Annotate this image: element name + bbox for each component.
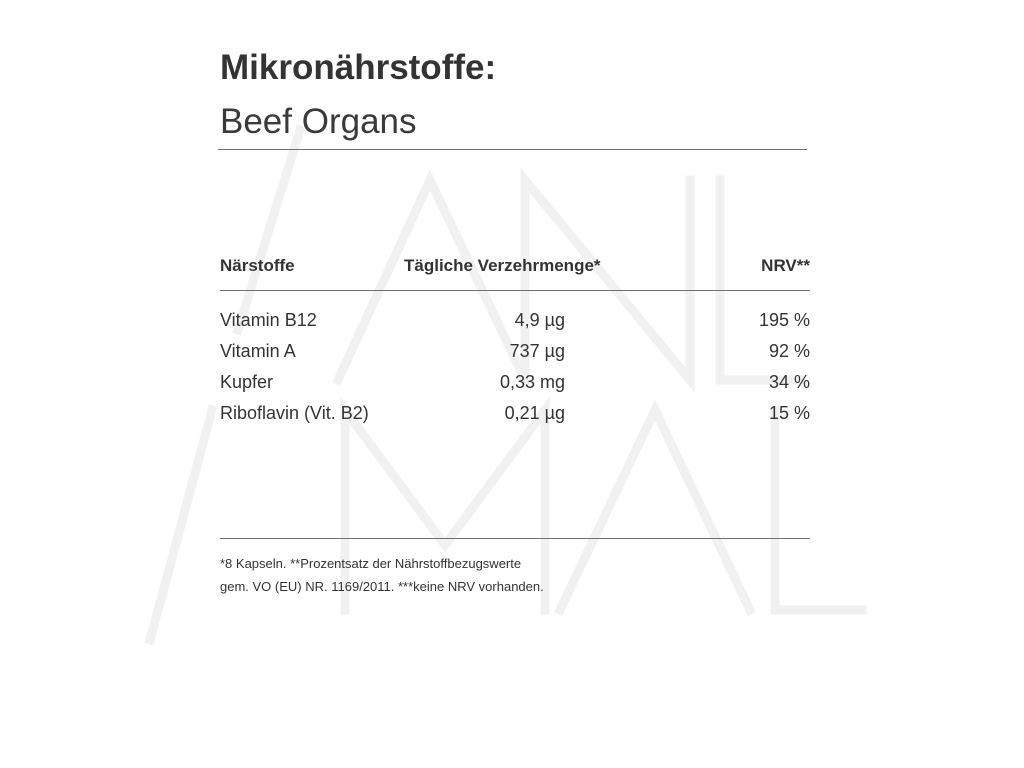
nutrient-name: Vitamin A [220,341,296,361]
nutrient-table [220,309,810,433]
footer-divider [220,538,810,539]
column-header-daily-amount: Tägliche Verzehrmenge* [404,256,601,275]
nutrient-amount: 737 µg [509,341,565,361]
page-title: Mikronährstoffe: [220,48,497,87]
nutrient-amount: 0,21 µg [504,403,565,423]
footnote-line-1: *8 Kapseln. **Prozentsatz der Nährstoffbezugswerte [220,556,522,571]
nutrient-name: Kupfer [220,372,274,392]
nutrient-nrv: 15 % [768,403,810,423]
nutrient-name: Riboflavin (Vit. B2) [220,403,369,423]
nutrient-name: Vitamin B12 [220,310,317,330]
table-row [220,309,810,340]
header-divider [220,290,810,291]
table-row [220,340,810,371]
product-name: Beef Organs [220,102,417,141]
title-divider [218,149,807,150]
nutrient-nrv: 195 % [758,310,810,330]
table-row [220,402,810,433]
nutrient-nrv: 34 % [768,372,810,392]
column-header-nutrient: Närstoffe [220,256,295,275]
table-row [220,371,810,402]
nutrient-nrv: 92 % [768,341,810,361]
nutrient-amount: 4,9 µg [514,310,565,330]
footnote-line-2: gem. VO (EU) NR. 1169/2011. ***keine NRV vorhanden. [220,579,544,594]
nutrient-amount: 0,33 mg [499,372,565,392]
column-header-nrv: NRV** [761,256,810,275]
